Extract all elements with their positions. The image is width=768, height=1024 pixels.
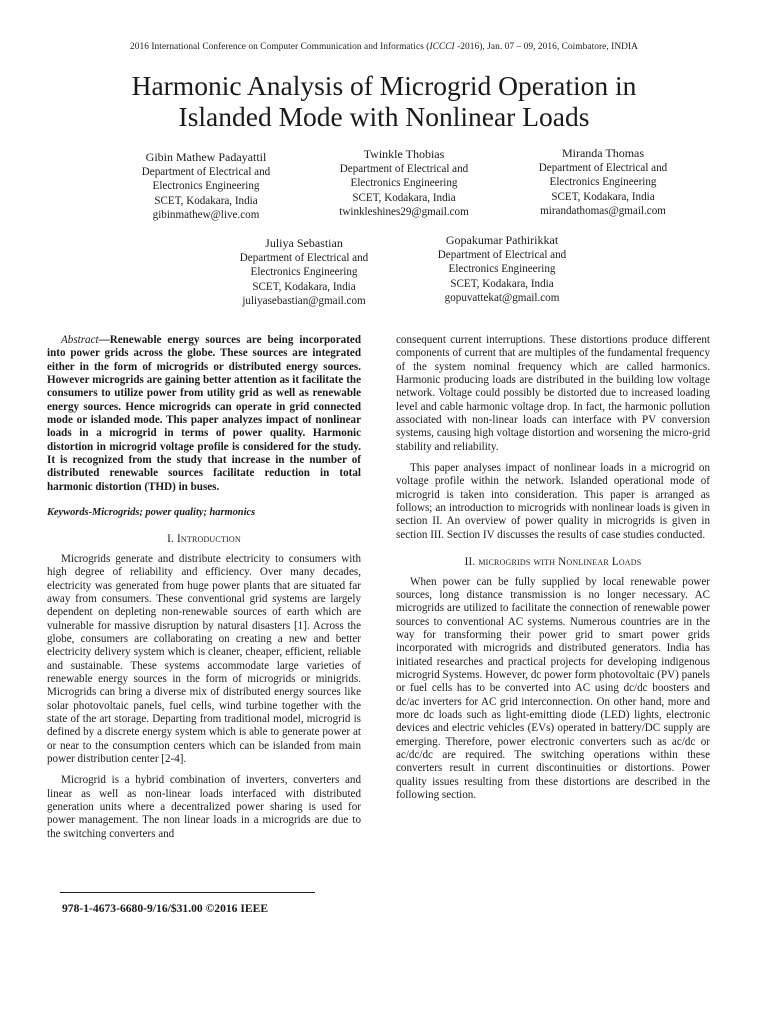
keywords-label: Keywords- <box>47 507 93 519</box>
left-column <box>47 334 361 841</box>
author-dept: Department of Electrical and <box>437 249 567 261</box>
keywords <box>47 506 361 519</box>
footer-rule <box>60 892 315 893</box>
author-email[interactable]: gopuvattekat@gmail.com <box>444 292 560 305</box>
author-dept: Electronics Engineering <box>350 177 458 190</box>
author-name: Miranda Thomas <box>561 146 645 160</box>
intro-paragraph-1: Microgrids generate and distribute electricity to consumers with high degree of reliability and efficiency. Over many decades, electricity was generated from huge power plants that are situated far away from consumers. These conventional grid systems are largely dependent on depleting non-renewable sources of earth which are vulnerable for massive disruption by natural disasters [1]. Across the globe, consumers are collaborating on creating a new and better electricity delivery system which is cleaner, cheaper, efficient, reliable and sustainable. These systems accommodate large varieties of renewable energy sources in the form of microgrids or minigrids. Microgrids can bring a diverse mix of distributed energy sources like solar photovoltaic panels, fuel cells, wind turbine together with the state of the art storage. Departing from traditional model, microgrid is defined by a discrete energy system which is able to generate power at or near to the consumption centers which can be islanded from main power distribution center [2-4]. <box>47 552 361 765</box>
author-dept: Electronics Engineering <box>250 266 358 279</box>
author-dept: Department of Electrical and <box>239 252 369 264</box>
title-line-2: Islanded Mode with Nonlinear Loads <box>178 101 590 132</box>
author-dept: Department of Electrical and <box>141 166 271 178</box>
copyright-footer: 978-1-4673-6680-9/16/$31.00 ©2016 IEEE <box>62 902 269 915</box>
conference-suffix: -2016), Jan. 07 – 09, 2016, Coimbatore, INDIA <box>454 42 638 52</box>
author-block-3 <box>503 146 703 219</box>
right-column <box>396 334 710 802</box>
author-org: SCET, Kodakara, India <box>352 191 456 204</box>
section2-paragraph-1: When power can be fully supplied by local renewable power sources, long distance transmission is no longer necessary. AC microgrids are utilized to facilitate the connection of renewable power sources to conventional AC systems. Numerous countries are in the way for transforming their power grid to smart power grids incorporated with microgrids and distributed generators. India has initiated researches and practical projects for developing indigenous microgrid Systems. However, dc power form photovoltaic (PV) panels or fuel cells has to be converted into AC using dc/dc boosters and dc/ac inverters for AC grid interconnection. On other hand, more and more dc loads such as light-emitting diode (LED) lights, electronic devices and electric vehicles (EVs) operated in battery/DC supply are emerging. Therefore, power electronic converters such as ac/dc or ac/dc/dc are required. The switching operations within these converters result in current discontinuities or distortions. Power quality issues resulting from these distortions are described in the following section. <box>396 575 710 801</box>
author-org: SCET, Kodakara, India <box>450 277 554 290</box>
author-dept: Electronics Engineering <box>448 263 556 276</box>
conference-abbr: ICCCI <box>429 42 455 52</box>
author-name: Juliya Sebastian <box>265 236 343 250</box>
author-block-1 <box>106 150 306 223</box>
paper-title <box>0 70 768 132</box>
author-dept: Department of Electrical and <box>339 163 469 175</box>
author-email[interactable]: twinkleshines29@gmail.com <box>339 206 469 219</box>
author-block-4 <box>204 236 404 309</box>
keywords-text: Microgrids; power quality; harmonics <box>92 507 256 519</box>
author-email[interactable]: juliyasebastian@gmail.com <box>242 295 366 308</box>
author-dept: Electronics Engineering <box>152 180 260 193</box>
section-heading-microgrids: II. microgrids with Nonlinear Loads <box>464 556 642 569</box>
abstract-text: —Renewable energy sources are being incorporated into power grids across the globe. These sources are integrated either in the form of microgrids or distributed energy sources. However microgrids are gaining better attention as it facilitate the consumers to utilize power from utility grid as well as renewable energy sources. Hence microgrids can operate in grid connected mode or islanded mode. This paper analyzes impact of nonlinear loads in a microgrid in terms of power quality. Harmonic distortion in microgrid voltage profile is considered for the study. It is recognized from the study that increase in the number of distributed renewable sources facilitate reduction in total harmonic distortion (THD) in buses. <box>47 334 361 493</box>
author-email[interactable]: mirandathomas@gmail.com <box>540 205 666 218</box>
author-org: SCET, Kodakara, India <box>154 194 258 207</box>
abstract <box>47 334 361 494</box>
author-block-2 <box>304 147 504 220</box>
conference-prefix: 2016 International Conference on Computer Communication and Informatics ( <box>130 42 430 52</box>
abstract-lead: Abstract <box>61 334 99 346</box>
conference-header <box>0 42 768 52</box>
right-paragraph-1: consequent current interruptions. These distortions produce different components of current that are multiples of the fundamental frequency of the system nominal frequency which are called harmonics. Harmonic producing loads are distributed in the building low voltage network. Voltage could possibly be distorted due to increased loading level and cable harmonic voltage drop. In fact, the harmonic pollution associated with non-linear loads can interface with PV conversion systems, causing high voltage distortion and worsening the micro-grid stability and reliability. <box>396 334 710 453</box>
title-line-1: Harmonic Analysis of Microgrid Operation in <box>131 70 637 101</box>
intro-paragraph-2: Microgrid is a hybrid combination of inverters, converters and linear as well as non-linear loads interfaced with distributed generation units where a decentralized power sharing is used for power management. The non linear loads in a microgrids are due to the switching converters and <box>47 774 361 840</box>
right-paragraph-2: This paper analyses impact of nonlinear loads in a microgrid on voltage profile within the network. Islanded operational mode of microgrid is taken into consideration. This paper is arranged as follows; an introduction to microgrids with nonlinear loads is given in section II. An overview of power quality in microgrids is given in section III. Section IV discusses the results of case studies conducted. <box>396 462 710 541</box>
author-org: SCET, Kodakara, India <box>252 280 356 293</box>
author-dept: Department of Electrical and <box>538 162 668 174</box>
section-heading-introduction: I. Introduction <box>167 533 241 546</box>
author-block-5 <box>402 233 602 306</box>
author-name: Twinkle Thobias <box>363 147 445 161</box>
author-email[interactable]: gibinmathew@live.com <box>152 209 260 222</box>
author-org: SCET, Kodakara, India <box>551 190 655 203</box>
author-dept: Electronics Engineering <box>549 176 657 189</box>
author-name: Gopakumar Pathirikkat <box>445 233 559 247</box>
author-name: Gibin Mathew Padayattil <box>145 150 267 164</box>
